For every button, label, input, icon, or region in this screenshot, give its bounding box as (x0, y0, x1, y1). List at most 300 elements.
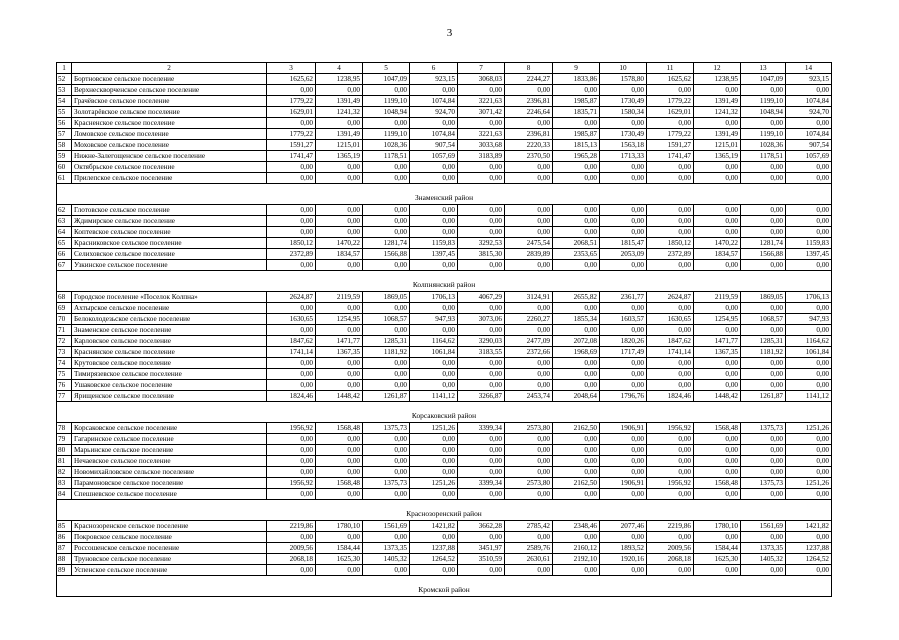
value-cell: 0,00 (458, 260, 505, 271)
value-cell: 0,00 (458, 489, 505, 500)
value-cell: 0,00 (647, 467, 694, 478)
value-cell: 924,70 (786, 107, 832, 118)
settlement-name-cell: Ярищенское сельское поселение (72, 391, 267, 402)
value-cell: 1251,26 (786, 423, 832, 434)
value-cell: 0,00 (741, 369, 786, 380)
row-number-cell: 83 (57, 478, 72, 489)
value-cell: 1238,95 (316, 74, 363, 85)
value-cell: 0,00 (786, 85, 832, 96)
value-cell: 0,00 (741, 467, 786, 478)
value-cell: 0,00 (600, 467, 647, 478)
value-cell: 1199,10 (741, 96, 786, 107)
value-cell: 0,00 (694, 162, 741, 173)
value-cell: 1850,12 (647, 238, 694, 249)
row-number-cell: 55 (57, 107, 72, 118)
value-cell: 0,00 (505, 369, 553, 380)
value-cell: 0,00 (316, 325, 363, 336)
value-cell: 0,00 (553, 369, 600, 380)
value-cell: 1779,22 (647, 96, 694, 107)
value-cell: 0,00 (647, 445, 694, 456)
value-cell: 1237,88 (410, 543, 458, 554)
value-cell: 0,00 (505, 445, 553, 456)
value-cell: 2246,64 (505, 107, 553, 118)
value-cell: 0,00 (505, 173, 553, 184)
value-cell: 1834,57 (694, 249, 741, 260)
value-cell: 1367,35 (694, 347, 741, 358)
value-cell: 1199,10 (363, 129, 410, 140)
settlement-name-cell: Успенское сельское поселение (72, 565, 267, 576)
row-number-cell: 52 (57, 74, 72, 85)
value-cell: 2396,81 (505, 129, 553, 140)
row-number-cell: 71 (57, 325, 72, 336)
value-cell: 1375,73 (363, 423, 410, 434)
value-cell: 0,00 (741, 445, 786, 456)
value-cell: 1815,47 (600, 238, 647, 249)
value-cell: 1815,13 (553, 140, 600, 151)
district-heading: Колпнянский район (57, 271, 832, 292)
value-cell: 2396,81 (505, 96, 553, 107)
value-cell: 0,00 (553, 467, 600, 478)
value-cell: 0,00 (600, 227, 647, 238)
value-cell: 0,00 (267, 489, 316, 500)
value-cell: 2219,86 (267, 521, 316, 532)
value-cell: 0,00 (316, 445, 363, 456)
value-cell: 1470,22 (316, 238, 363, 249)
value-cell: 0,00 (316, 205, 363, 216)
value-cell: 1241,32 (316, 107, 363, 118)
table-row (57, 96, 832, 107)
value-cell: 1706,13 (410, 292, 458, 303)
value-cell: 0,00 (741, 205, 786, 216)
value-cell: 1869,05 (363, 292, 410, 303)
value-cell: 2219,86 (647, 521, 694, 532)
value-cell: 1261,87 (741, 391, 786, 402)
district-heading: Краснозоренский район (57, 500, 832, 521)
value-cell: 1906,91 (600, 423, 647, 434)
value-cell: 1254,95 (316, 314, 363, 325)
row-number-cell: 88 (57, 554, 72, 565)
value-cell: 0,00 (600, 369, 647, 380)
value-cell: 0,00 (267, 260, 316, 271)
value-cell: 1780,10 (316, 521, 363, 532)
value-cell: 3221,63 (458, 96, 505, 107)
value-cell: 0,00 (694, 369, 741, 380)
value-cell: 0,00 (505, 532, 553, 543)
value-cell: 2453,74 (505, 391, 553, 402)
value-cell: 0,00 (316, 565, 363, 576)
value-cell: 0,00 (741, 162, 786, 173)
table-row (57, 238, 832, 249)
value-cell: 3068,03 (458, 74, 505, 85)
value-cell: 1181,92 (741, 347, 786, 358)
settlement-name-cell: Труновское сельское поселение (72, 554, 267, 565)
value-cell: 2077,46 (600, 521, 647, 532)
value-cell: 0,00 (267, 162, 316, 173)
value-cell: 0,00 (741, 325, 786, 336)
value-cell: 0,00 (553, 434, 600, 445)
value-cell: 0,00 (267, 303, 316, 314)
value-cell: 0,00 (267, 434, 316, 445)
value-cell: 0,00 (786, 325, 832, 336)
column-number-cell: 2 (72, 63, 267, 74)
value-cell: 0,00 (786, 467, 832, 478)
value-cell: 0,00 (363, 227, 410, 238)
value-cell: 0,00 (694, 173, 741, 184)
value-cell: 0,00 (458, 205, 505, 216)
value-cell: 0,00 (267, 445, 316, 456)
value-cell: 907,54 (410, 140, 458, 151)
row-number-cell: 89 (57, 565, 72, 576)
value-cell: 0,00 (458, 445, 505, 456)
value-cell: 1074,84 (786, 129, 832, 140)
value-cell: 0,00 (694, 456, 741, 467)
page-number: 3 (446, 27, 453, 39)
settlement-name-cell: Спешневское сельское поселение (72, 489, 267, 500)
value-cell: 1855,34 (553, 314, 600, 325)
value-cell: 0,00 (553, 380, 600, 391)
value-cell: 1741,14 (267, 347, 316, 358)
value-cell: 0,00 (600, 205, 647, 216)
value-cell: 0,00 (505, 358, 553, 369)
value-cell: 0,00 (316, 162, 363, 173)
value-cell: 0,00 (410, 173, 458, 184)
row-number-cell: 65 (57, 238, 72, 249)
row-number-cell: 61 (57, 173, 72, 184)
value-cell: 0,00 (505, 467, 553, 478)
value-cell: 3183,89 (458, 151, 505, 162)
settlement-name-cell: Моховское сельское поселение (72, 140, 267, 151)
value-cell: 0,00 (267, 358, 316, 369)
value-cell: 0,00 (741, 260, 786, 271)
value-cell: 1405,32 (741, 554, 786, 565)
value-cell: 1780,10 (694, 521, 741, 532)
value-cell: 0,00 (741, 489, 786, 500)
value-cell: 0,00 (316, 380, 363, 391)
row-number-cell: 77 (57, 391, 72, 402)
settlement-name-cell: Крутовское сельское поселение (72, 358, 267, 369)
value-cell: 0,00 (741, 358, 786, 369)
value-cell: 1968,69 (553, 347, 600, 358)
table-row (57, 532, 832, 543)
value-cell: 1181,92 (363, 347, 410, 358)
value-cell: 2839,89 (505, 249, 553, 260)
column-number-cell: 4 (316, 63, 363, 74)
value-cell: 0,00 (647, 227, 694, 238)
value-cell: 1568,48 (694, 423, 741, 434)
value-cell: 0,00 (553, 162, 600, 173)
table-row (57, 173, 832, 184)
value-cell: 3221,63 (458, 129, 505, 140)
value-cell: 1164,62 (410, 336, 458, 347)
value-cell: 1365,19 (316, 151, 363, 162)
value-cell: 2589,76 (505, 543, 553, 554)
value-cell: 1281,74 (741, 238, 786, 249)
value-cell: 0,00 (786, 216, 832, 227)
table-row (57, 336, 832, 347)
value-cell: 0,00 (363, 369, 410, 380)
value-cell: 1847,62 (647, 336, 694, 347)
value-cell: 1568,48 (316, 423, 363, 434)
value-cell: 1285,31 (363, 336, 410, 347)
value-cell: 1568,48 (316, 478, 363, 489)
value-cell: 0,00 (741, 380, 786, 391)
value-cell: 0,00 (316, 227, 363, 238)
value-cell: 0,00 (410, 227, 458, 238)
value-cell: 1730,49 (600, 96, 647, 107)
value-cell: 1215,01 (316, 140, 363, 151)
value-cell: 0,00 (553, 532, 600, 543)
table-row (57, 380, 832, 391)
value-cell: 1074,84 (410, 129, 458, 140)
value-cell: 0,00 (363, 489, 410, 500)
value-cell: 1779,22 (267, 96, 316, 107)
column-number-cell: 6 (410, 63, 458, 74)
value-cell: 1141,12 (410, 391, 458, 402)
value-cell: 1561,69 (363, 521, 410, 532)
value-cell: 0,00 (505, 118, 553, 129)
value-cell: 0,00 (363, 303, 410, 314)
settlement-name-cell: Селиховское сельское поселение (72, 249, 267, 260)
value-cell: 0,00 (600, 325, 647, 336)
value-cell: 0,00 (458, 162, 505, 173)
settlement-name-cell: Красненское сельское поселение (72, 118, 267, 129)
value-cell: 0,00 (553, 303, 600, 314)
settlement-name-cell: Октябрьское сельское поселение (72, 162, 267, 173)
value-cell: 0,00 (316, 118, 363, 129)
value-cell: 0,00 (647, 85, 694, 96)
settlement-name-cell: Грачёвское сельское поселение (72, 96, 267, 107)
settlement-name-cell: Ахтырское сельское поселение (72, 303, 267, 314)
value-cell: 0,00 (553, 565, 600, 576)
value-cell: 1741,47 (647, 151, 694, 162)
column-number-cell: 9 (553, 63, 600, 74)
value-cell: 0,00 (600, 532, 647, 543)
value-cell: 0,00 (267, 173, 316, 184)
value-cell: 0,00 (553, 325, 600, 336)
row-number-cell: 60 (57, 162, 72, 173)
settlement-name-cell: Прилепское сельское поселение (72, 173, 267, 184)
row-number-cell: 73 (57, 347, 72, 358)
value-cell: 0,00 (786, 173, 832, 184)
value-cell: 0,00 (786, 456, 832, 467)
table-row (57, 489, 832, 500)
value-cell: 1199,10 (363, 96, 410, 107)
value-cell: 0,00 (410, 162, 458, 173)
value-cell: 0,00 (600, 445, 647, 456)
value-cell: 0,00 (553, 260, 600, 271)
value-cell: 1580,34 (600, 107, 647, 118)
row-number-cell: 68 (57, 292, 72, 303)
value-cell: 0,00 (505, 205, 553, 216)
row-number-cell: 59 (57, 151, 72, 162)
value-cell: 3183,55 (458, 347, 505, 358)
row-number-cell: 54 (57, 96, 72, 107)
value-cell: 2630,61 (505, 554, 553, 565)
value-cell: 0,00 (741, 303, 786, 314)
value-cell: 1397,45 (786, 249, 832, 260)
value-cell: 0,00 (363, 325, 410, 336)
value-cell: 0,00 (410, 532, 458, 543)
settlement-name-cell: Новомихайловское сельское поселение (72, 467, 267, 478)
value-cell: 1629,01 (267, 107, 316, 118)
value-cell: 0,00 (786, 369, 832, 380)
value-cell: 3033,68 (458, 140, 505, 151)
column-number-cell: 5 (363, 63, 410, 74)
value-cell: 0,00 (363, 260, 410, 271)
value-cell: 0,00 (505, 260, 553, 271)
value-cell: 0,00 (410, 118, 458, 129)
value-cell: 2477,09 (505, 336, 553, 347)
value-cell: 0,00 (410, 369, 458, 380)
value-cell: 1741,47 (267, 151, 316, 162)
value-cell: 1074,84 (786, 96, 832, 107)
district-heading-row (57, 184, 832, 205)
value-cell: 1625,30 (694, 554, 741, 565)
row-number-cell: 75 (57, 369, 72, 380)
value-cell: 0,00 (647, 173, 694, 184)
value-cell: 1625,62 (647, 74, 694, 85)
column-number-cell: 12 (694, 63, 741, 74)
value-cell: 0,00 (647, 325, 694, 336)
value-cell: 0,00 (363, 565, 410, 576)
value-cell: 0,00 (505, 489, 553, 500)
column-number-cell: 8 (505, 63, 553, 74)
value-cell: 1159,83 (410, 238, 458, 249)
value-cell: 0,00 (316, 173, 363, 184)
settlement-name-cell: Тимирязевское сельское поселение (72, 369, 267, 380)
row-number-cell: 80 (57, 445, 72, 456)
value-cell: 0,00 (647, 434, 694, 445)
table-row (57, 565, 832, 576)
value-cell: 1847,62 (267, 336, 316, 347)
value-cell: 1391,49 (694, 96, 741, 107)
value-cell: 0,00 (786, 227, 832, 238)
value-cell: 1568,48 (694, 478, 741, 489)
value-cell: 2244,27 (505, 74, 553, 85)
value-cell: 1397,45 (410, 249, 458, 260)
value-cell: 2162,50 (553, 423, 600, 434)
row-number-cell: 57 (57, 129, 72, 140)
table-row (57, 314, 832, 325)
table-row (57, 369, 832, 380)
value-cell: 0,00 (600, 358, 647, 369)
value-cell: 0,00 (410, 303, 458, 314)
value-cell: 0,00 (267, 325, 316, 336)
value-cell: 2372,89 (647, 249, 694, 260)
table-row (57, 521, 832, 532)
row-number-cell: 53 (57, 85, 72, 96)
value-cell: 0,00 (694, 445, 741, 456)
value-cell: 1584,44 (694, 543, 741, 554)
value-cell: 2009,56 (267, 543, 316, 554)
row-number-cell: 63 (57, 216, 72, 227)
value-cell: 0,00 (316, 216, 363, 227)
settlement-name-cell: Россошенское сельское поселение (72, 543, 267, 554)
value-cell: 0,00 (741, 85, 786, 96)
value-cell: 0,00 (410, 467, 458, 478)
value-cell: 1956,92 (267, 478, 316, 489)
value-cell: 1471,77 (316, 336, 363, 347)
value-cell: 0,00 (267, 85, 316, 96)
table-row (57, 162, 832, 173)
value-cell: 0,00 (647, 489, 694, 500)
value-cell: 1779,22 (647, 129, 694, 140)
value-cell: 0,00 (363, 532, 410, 543)
value-cell: 0,00 (410, 489, 458, 500)
value-cell: 4067,29 (458, 292, 505, 303)
table-row (57, 347, 832, 358)
value-cell: 0,00 (458, 227, 505, 238)
row-number-cell: 84 (57, 489, 72, 500)
value-cell: 0,00 (363, 358, 410, 369)
value-cell: 2160,12 (553, 543, 600, 554)
value-cell: 0,00 (363, 173, 410, 184)
table-row (57, 543, 832, 554)
value-cell: 0,00 (458, 434, 505, 445)
settlement-name-cell: Ушаковское сельское поселение (72, 380, 267, 391)
value-cell: 2655,82 (553, 292, 600, 303)
value-cell: 2068,18 (267, 554, 316, 565)
value-cell: 1470,22 (694, 238, 741, 249)
value-cell: 1730,49 (600, 129, 647, 140)
row-number-cell: 82 (57, 467, 72, 478)
value-cell: 1956,92 (267, 423, 316, 434)
value-cell: 0,00 (316, 467, 363, 478)
value-cell: 0,00 (600, 565, 647, 576)
value-cell: 2624,87 (647, 292, 694, 303)
value-cell: 1237,88 (786, 543, 832, 554)
value-cell: 0,00 (741, 227, 786, 238)
settlement-name-cell: Ждимирское сельское поселение (72, 216, 267, 227)
value-cell: 0,00 (786, 205, 832, 216)
value-cell: 1048,94 (741, 107, 786, 118)
value-cell: 0,00 (267, 216, 316, 227)
row-number-cell: 78 (57, 423, 72, 434)
value-cell: 1824,46 (267, 391, 316, 402)
value-cell: 0,00 (458, 380, 505, 391)
value-cell: 1630,65 (647, 314, 694, 325)
value-cell: 1421,82 (786, 521, 832, 532)
table-row (57, 260, 832, 271)
value-cell: 1264,52 (410, 554, 458, 565)
district-heading: Знаменский район (57, 184, 832, 205)
value-cell: 1391,49 (316, 129, 363, 140)
settlement-name-cell: Золотарёвское сельское поселение (72, 107, 267, 118)
value-cell: 1779,22 (267, 129, 316, 140)
value-cell: 0,00 (363, 467, 410, 478)
value-cell: 0,00 (553, 216, 600, 227)
value-cell: 1028,36 (741, 140, 786, 151)
value-cell: 0,00 (600, 260, 647, 271)
value-cell: 0,00 (647, 303, 694, 314)
value-cell: 2372,89 (267, 249, 316, 260)
value-cell: 0,00 (267, 565, 316, 576)
value-cell: 2119,59 (694, 292, 741, 303)
column-number-cell: 11 (647, 63, 694, 74)
table-row (57, 467, 832, 478)
table-row (57, 249, 832, 260)
value-cell: 1074,84 (410, 96, 458, 107)
value-cell: 0,00 (647, 216, 694, 227)
value-cell: 0,00 (647, 260, 694, 271)
value-cell: 1850,12 (267, 238, 316, 249)
value-cell: 0,00 (505, 227, 553, 238)
row-number-cell: 56 (57, 118, 72, 129)
value-cell: 0,00 (553, 358, 600, 369)
value-cell: 1251,26 (786, 478, 832, 489)
value-cell: 1893,52 (600, 543, 647, 554)
value-cell: 0,00 (600, 162, 647, 173)
